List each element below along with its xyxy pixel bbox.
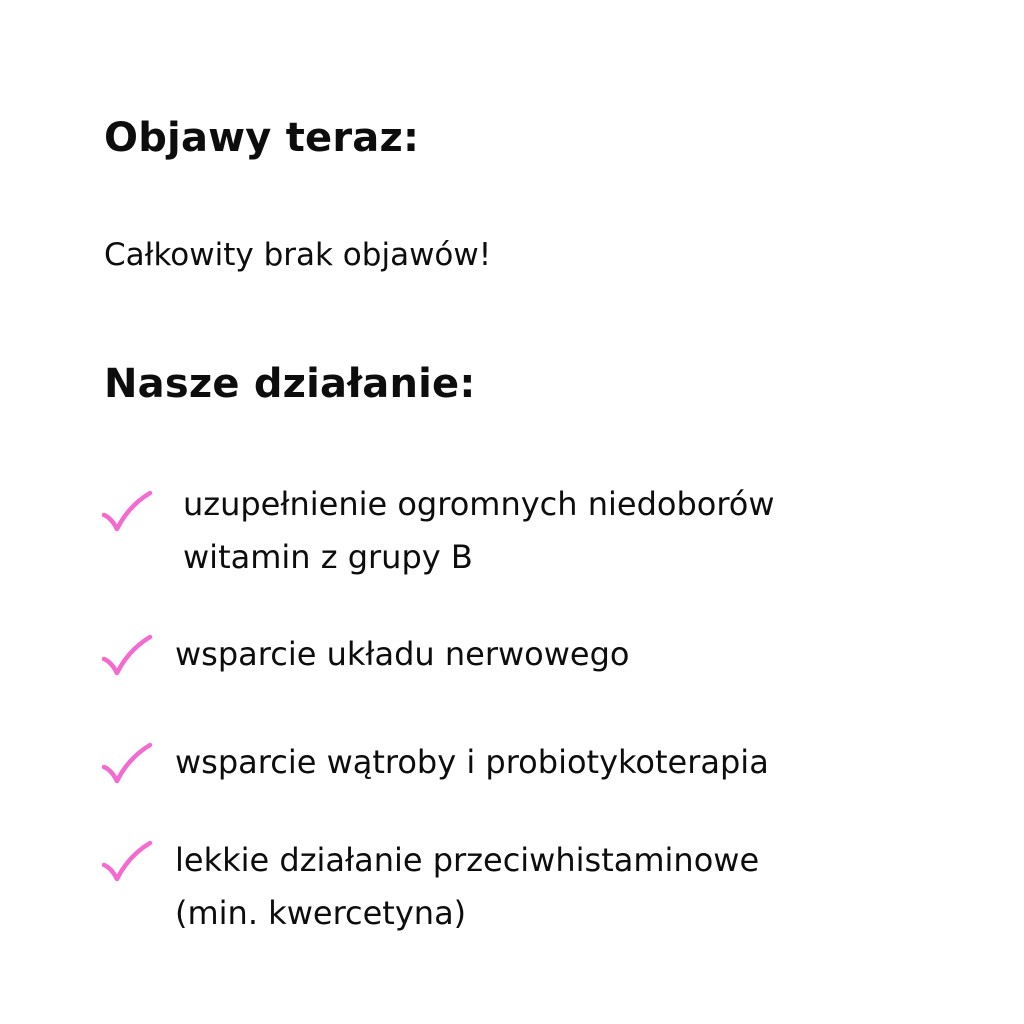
list-item-line: lekkie działanie przeciwhistaminowe [175,841,760,879]
list-item-line: witamin z grupy B [183,538,473,576]
actions-heading: Nasze działanie: [104,361,476,407]
list-item-line: wsparcie układu nerwowego [175,635,630,673]
list-item-line: (min. kwercetyna) [175,894,467,932]
check-icon [100,838,156,886]
list-item-text [175,628,629,681]
list-item-line: wsparcie wątroby i probiotykoterapia [175,743,769,781]
list-item-text [183,478,775,584]
check-icon [100,740,156,788]
check-icon [100,632,156,680]
list-item-text [175,834,759,940]
list-item-text [175,736,769,789]
symptoms-heading: Objawy teraz: [104,115,420,161]
check-icon [100,488,156,536]
symptoms-text: Całkowity brak objawów! [104,237,492,273]
list-item-line: uzupełnienie ogromnych niedoborów [183,485,775,523]
